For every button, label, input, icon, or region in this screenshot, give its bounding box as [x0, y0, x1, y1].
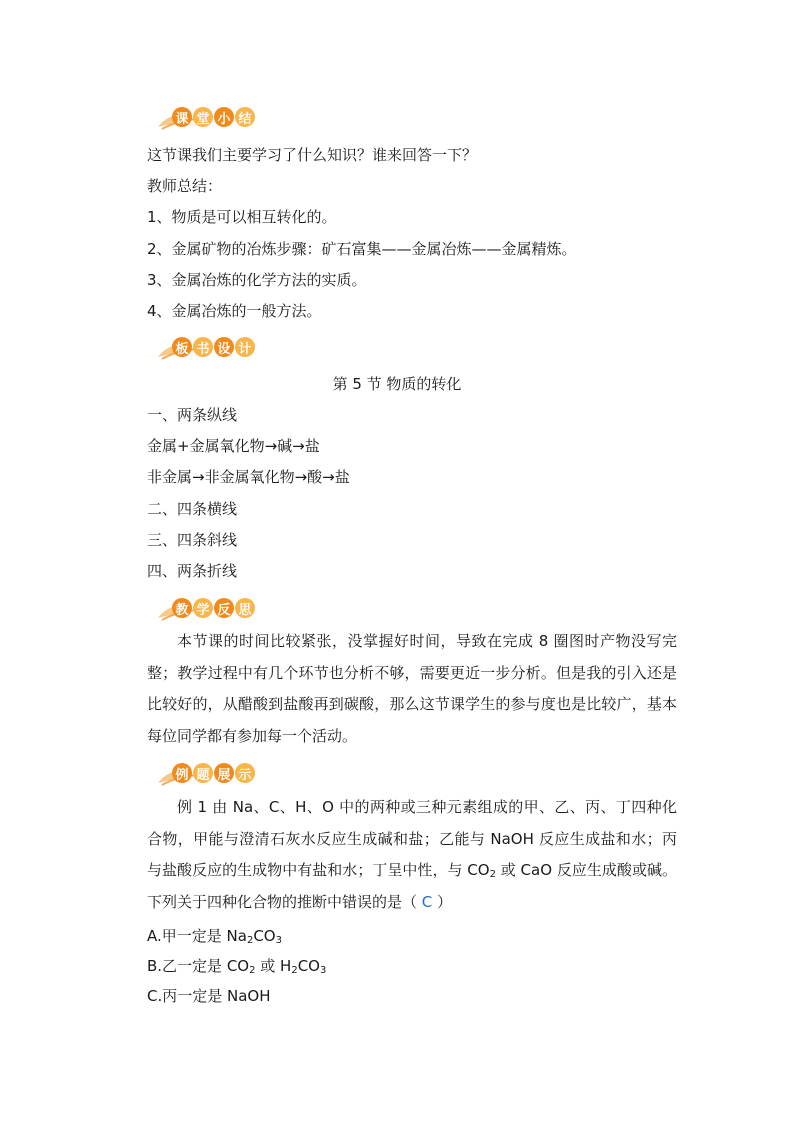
example-stem: ）	[432, 892, 453, 911]
summary-question: 这节课我们主要学习了什么知识？谁来回答一下？	[147, 146, 478, 164]
badge-char: 示	[235, 763, 255, 783]
option-text: A.甲一定是 Na	[147, 927, 247, 945]
option-b	[147, 956, 326, 976]
example-question	[147, 792, 677, 918]
section-badge-reflection	[156, 592, 256, 624]
subscript: 3	[275, 935, 282, 946]
summary-item: 1、物质是可以相互转化的。	[147, 208, 337, 226]
option-text: CO	[253, 927, 276, 945]
board-line: 金属+金属氧化物→碱→盐	[147, 437, 320, 455]
badge-char: 例	[172, 763, 192, 783]
example-answer: C	[421, 892, 433, 911]
board-line: 二、四条横线	[147, 500, 238, 518]
reflection-paragraph: 本节课的时间比较紧张，没掌握好时间，导致在完成 8 圈图时产物没写完整；教学过程中有几个环节也分析不够，需要更近一步分析。但是我的引入还是比较好的，从醋酸到盐酸再到碳酸，那么这节课学生的参与度也是比较广，基本每位同学都有参加每一个活动。	[147, 632, 677, 745]
board-line: 三、四条斜线	[147, 531, 238, 549]
badge-char: 结	[235, 107, 255, 127]
badge-char: 学	[193, 598, 213, 618]
subscript: 2	[249, 965, 256, 976]
section-badge-example	[156, 757, 256, 789]
subscript: 3	[319, 965, 327, 976]
badge-char: 展	[214, 763, 234, 783]
badge-char: 堂	[193, 107, 213, 127]
option-a	[147, 926, 282, 946]
board-line: 一、两条纵线	[147, 406, 238, 424]
badge-char: 课	[172, 107, 192, 127]
section-badge-board	[156, 331, 256, 363]
option-text: CO	[297, 957, 320, 975]
summary-item: 3、金属冶炼的化学方法的实质。	[147, 271, 367, 289]
summary-teacher-label: 教师总结：	[147, 177, 223, 195]
summary-item: 4、金属冶炼的一般方法。	[147, 302, 322, 320]
board-line: 四、两条折线	[147, 562, 238, 580]
badge-char: 思	[235, 598, 255, 618]
badge-char: 小	[214, 107, 234, 127]
badge-char: 题	[193, 763, 213, 783]
badge-char: 书	[193, 337, 213, 357]
badge-char: 计	[235, 337, 255, 357]
option-text: 或 H	[255, 957, 292, 975]
badge-char: 板	[172, 337, 192, 357]
subscript: 2	[246, 935, 254, 946]
board-line: 非金属→非金属氧化物→酸→盐	[147, 468, 350, 486]
badge-char: 设	[214, 337, 234, 357]
badge-char: 反	[214, 598, 234, 618]
board-title: 第 5 节 物质的转化	[332, 375, 462, 393]
section-badge-summary	[156, 101, 256, 133]
badge-char: 教	[172, 598, 192, 618]
subscript: 2	[489, 869, 496, 880]
example-stem: 例 1 由 Na、C、H、O 中的两种或三种元素组成的甲、乙、丙、丁四种化合物，甲能与澄清石灰水反应生成碱和盐；乙能与 NaOH 反应生成盐和水；丙与盐酸反应的生成物中有盐和水；丁呈中性，与 CO	[147, 798, 677, 879]
option-c: C.丙一定是 NaOH	[147, 987, 271, 1005]
option-text: B.乙一定是 CO	[147, 957, 250, 975]
example-stem: 或 CaO 反应生成酸或碱。下列关于四种化合物的推断中错误的是（	[147, 861, 677, 911]
subscript: 2	[291, 965, 298, 976]
summary-item: 2、金属矿物的冶炼步骤：矿石富集——金属冶炼——金属精炼。	[147, 240, 577, 258]
